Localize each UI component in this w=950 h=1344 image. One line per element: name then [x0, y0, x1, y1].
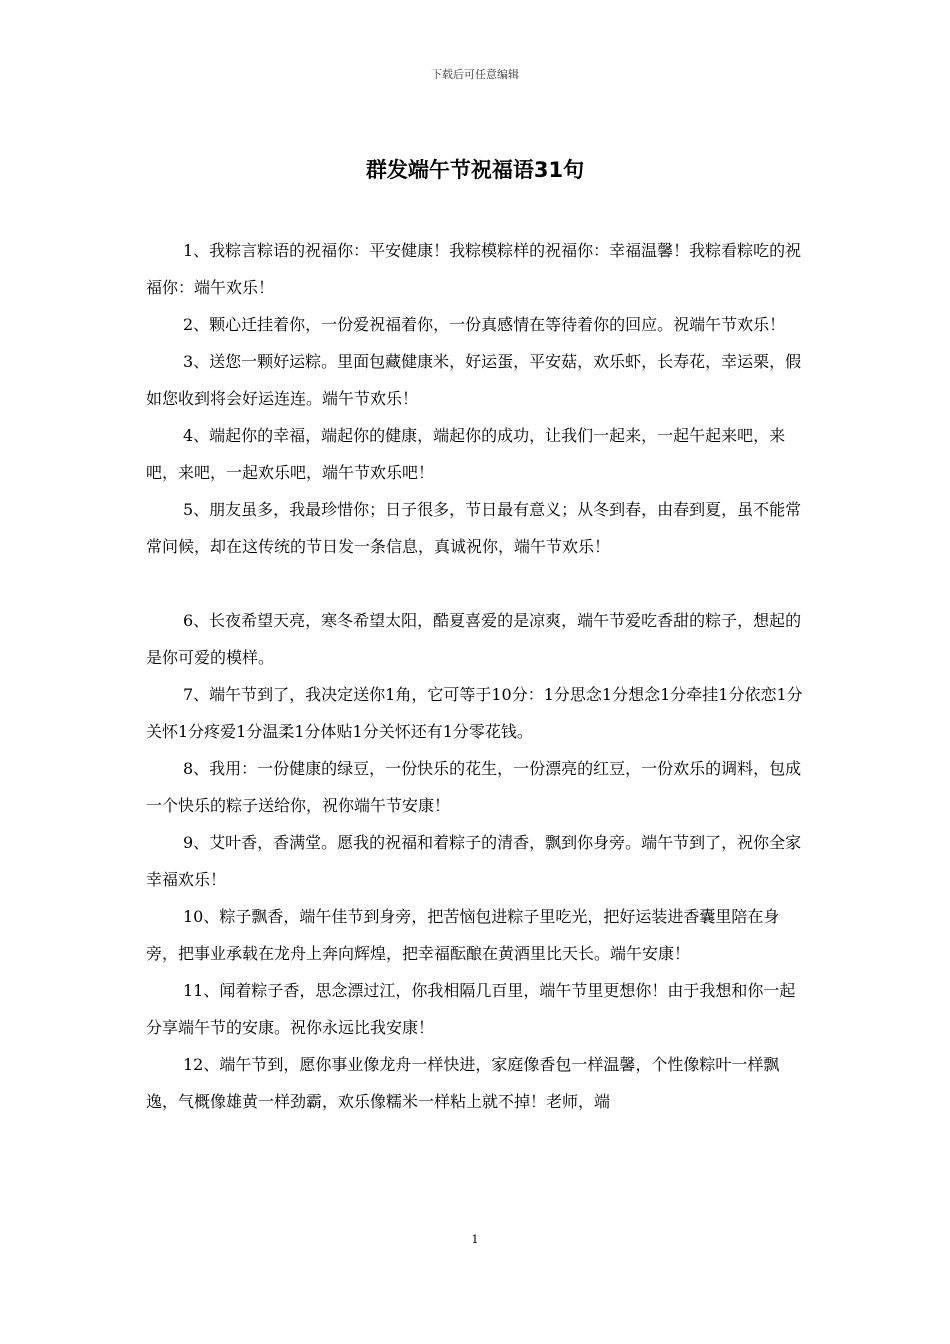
paragraph-2: 2、颗心迁挂着你，一份爱祝福着你，一份真感情在等待着你的回应。祝端午节欢乐！ — [183, 315, 786, 334]
document-body — [146, 232, 810, 1120]
paragraph-11: 11、闻着粽子香，思念漂过江，你我相隔几百里，端午节里更想你！由于我想和你一起分享端午节的安康。祝你永远比我安康！ — [146, 981, 796, 1037]
blank-line — [146, 565, 810, 602]
page-number: 1 — [471, 1233, 479, 1246]
paragraph-12: 12、端午节到，愿你事业像龙舟一样快进，家庭像香包一样温馨，个性像粽叶一样飘逸，气概像雄黄一样劲霸，欢乐像糯米一样粘上就不掉！老师，端 — [146, 1055, 780, 1111]
page-header-note: 下载后可任意编辑 — [431, 68, 519, 81]
paragraph-6: 6、长夜希望天亮，寒冬希望太阳，酷夏喜爱的是凉爽，端午节爱吃香甜的粽子，想起的是你可爱的模样。 — [146, 611, 802, 667]
paragraph-5: 5、朋友虽多，我最珍惜你；日子很多，节日最有意义；从冬到春，由春到夏，虽不能常常问候，却在这传统的节日发一条信息，真诚祝你，端午节欢乐！ — [146, 500, 802, 556]
paragraph-10: 10、粽子飘香，端午佳节到身旁，把苦恼包进粽子里吃光，把好运装进香囊里陪在身旁，把事业承载在龙舟上奔向辉煌，把幸福酝酿在黄酒里比天长。端午安康！ — [146, 907, 780, 963]
paragraph-8: 8、我用：一份健康的绿豆，一份快乐的花生，一份漂亮的红豆，一份欢乐的调料，包成一个快乐的粽子送给你，祝你端午节安康！ — [146, 759, 802, 815]
paragraph-4: 4、端起你的幸福，端起你的健康，端起你的成功，让我们一起来，一起午起来吧，来吧，来吧，一起欢乐吧，端午节欢乐吧！ — [146, 426, 786, 482]
paragraph-7: 7、端午节到了，我决定送你1角，它可等于10分：1分思念1分想念1分牵挂1分依恋1分关怀1分疼爱1分温柔1分体贴1分关怀还有1分零花钱。 — [146, 685, 803, 741]
paragraph-3: 3、送您一颗好运粽。里面包藏健康米，好运蛋，平安菇，欢乐虾，长寿花，幸运栗，假如您收到将会好运连连。端午节欢乐！ — [146, 352, 802, 408]
paragraph-1: 1、我粽言粽语的祝福你：平安健康！我粽模粽样的祝福你：幸福温馨！我粽看粽吃的祝福你：端午欢乐！ — [146, 241, 802, 297]
document-title: 群发端午节祝福语31句 — [365, 158, 585, 182]
paragraph-9: 9、艾叶香，香满堂。愿我的祝福和着粽子的清香，飘到你身旁。端午节到了，祝你全家幸福欢乐！ — [146, 833, 802, 889]
